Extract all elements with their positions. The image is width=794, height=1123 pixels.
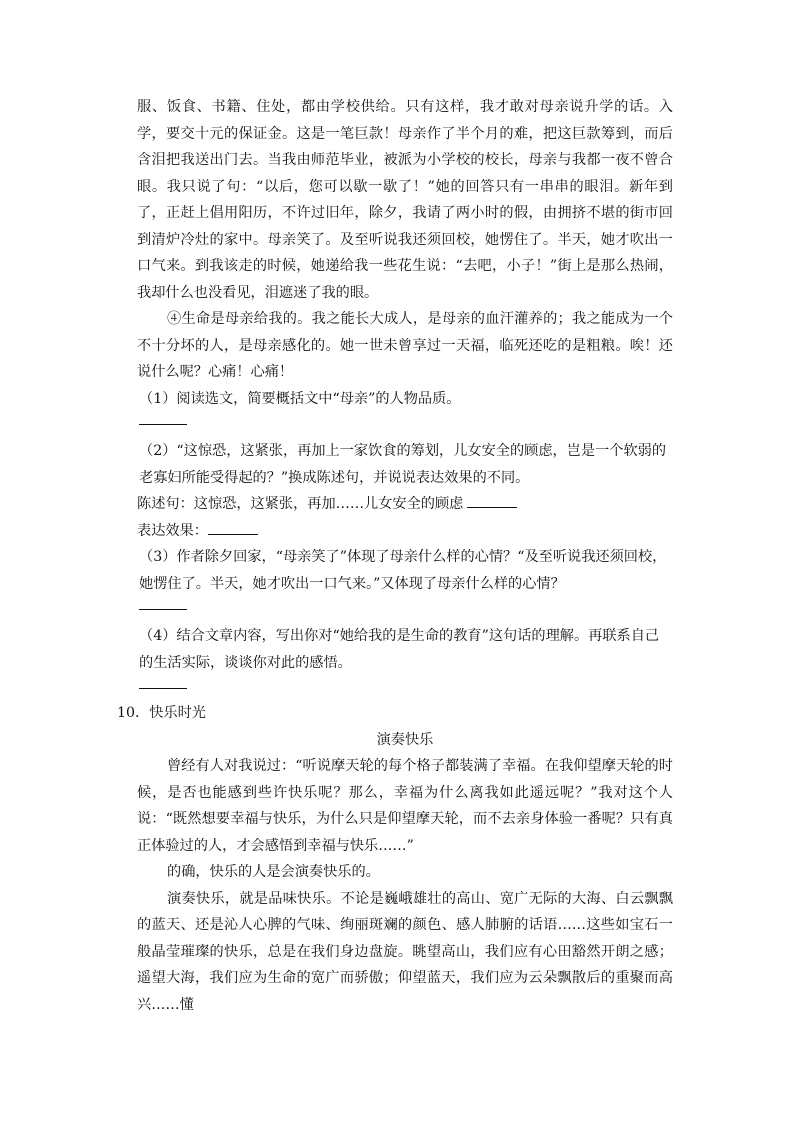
question-2-statement: 陈述句：这惊恐，这紧张，再加……儿女安全的顾虑 — [137, 496, 464, 512]
answer-blank-2b[interactable] — [208, 520, 258, 535]
answer-blank-2a[interactable] — [467, 493, 517, 508]
section-10-paragraph-2: 的确，快乐的人是会演奏快乐的。 — [167, 864, 380, 880]
section-10-heading: 10．快乐时光 — [117, 705, 206, 721]
answer-blank-1[interactable] — [137, 412, 673, 434]
question-2-effect-row — [137, 518, 673, 545]
question-2: （2）“这惊恐，这紧张，再加上一家饮食的筹划，儿女安全的顾虑，岂是一个软弱的老寡妇所能受得起的？”换成陈述句，并说说表达效果的不同。 — [139, 443, 667, 486]
section-10-paragraph-1: 曾经有人对我说过：“听说摩天轮的每个格子都装满了幸福。在我仰望摩天轮的时候，是否也能感到些许快乐呢？那么，幸福为什么离我如此遥远呢？”我对这个人说：“既然想要幸福与快乐，为什么只是仰望摩天轮，而不去亲身体验一番呢？只有真正体验过的人，才会感悟到幸福与快乐……” — [137, 758, 673, 854]
answer-blank-3[interactable] — [137, 597, 673, 619]
question-2-effect: 表达效果： — [137, 522, 208, 539]
document-content — [117, 94, 673, 1018]
passage-paragraph-4: ④生命是母亲给我的。我之能长大成人，是母亲的血汗灌养的；我之能成为一个不十分坏的人，是母亲感化的。她一世未曾享过一天福，临死还吃的是粗粮。唉！还说什么呢？心痛！心痛！ — [137, 311, 673, 380]
question-3: （3）作者除夕回家，“母亲笑了”体现了母亲什么样的心情？“及至听说我还须回校，她愣住了。半天，她才吹出一口气来。”又体现了母亲什么样的心情？ — [139, 549, 667, 592]
section-10-title: 演奏快乐 — [376, 731, 434, 748]
question-4: （4）结合文章内容，写出你对“她给我的是生命的教育”这句话的理解。再联系自己的生活实际，谈谈你对此的感悟。 — [139, 628, 660, 671]
passage-paragraph-3: 服、饭食、书籍、住处，都由学校供给。只有这样，我才敢对母亲说升学的话。入学，要交十元的保证金。这是一笔巨款！母亲作了半个月的难，把这巨款筹到，而后含泪把我送出门去。当我由师范毕业，被派为小学校的校长，母亲与我都一夜不曾合眼。我只说了句：“以后，您可以歇一歇了！”她的回答只有一串串的眼泪。新年到了，正赶上倡用阳历，不许过旧年，除夕，我请了两小时的假，由拥挤不堪的街市回到清炉冷灶的家中。母亲笑了。及至听说我还须回校，她愣住了。半天，她才吹出一口气来。到我该走的时候，她递给我一些花生说：“去吧，小子！”街上是那么热闹，我却什么也没看见，泪遮迷了我的眼。 — [137, 99, 673, 301]
section-10-paragraph-3: 演奏快乐，就是品味快乐。不论是巍峨雄壮的高山、宽广无际的大海、白云飘飘的蓝天、还是沁人心脾的气味、绚丽斑斓的颜色、感人肺腑的话语……这些如宝石一般晶莹璀璨的快乐，总是在我们身边盘旋。眺望高山，我们应有心田豁然开朗之感；遥望大海，我们应为生命的宽广而骄傲；仰望蓝天，我们应为云朵飘散后的重聚而高兴……懂 — [137, 890, 673, 1013]
question-2-statement-row — [137, 491, 673, 518]
answer-blank-4[interactable] — [137, 676, 673, 698]
question-1: （1）阅读选文，简要概括文中“母亲”的人物品质。 — [139, 390, 461, 407]
